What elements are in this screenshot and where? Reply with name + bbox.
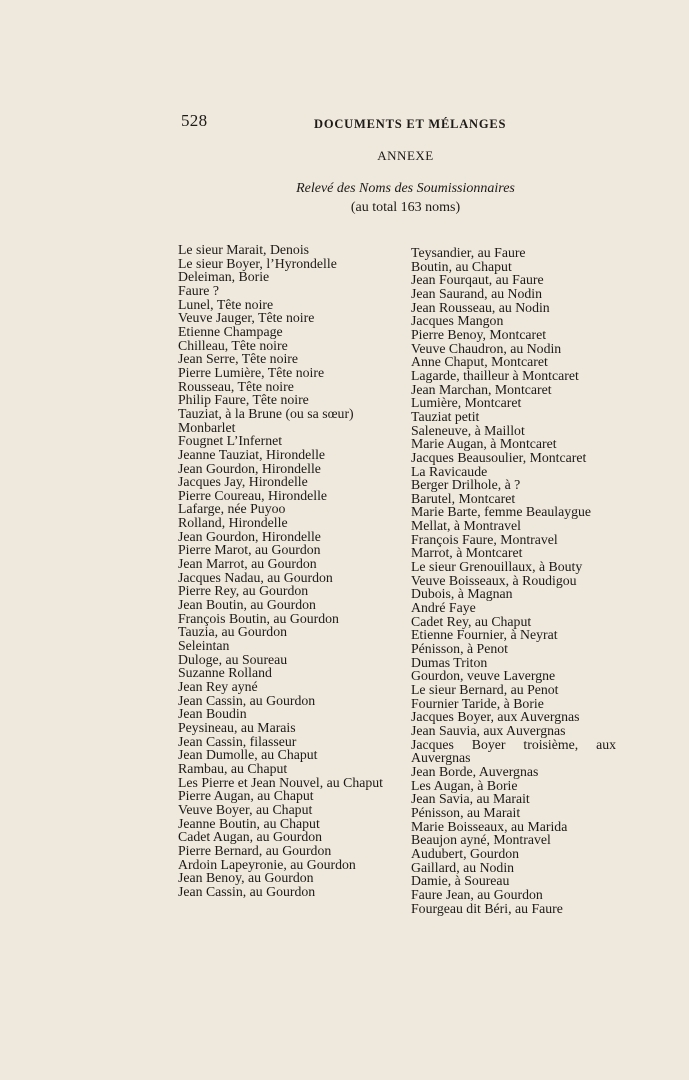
name-entry: Le sieur Bernard, au Penot [411,682,559,697]
name-entry: Pierre Augan, au Chaput [178,788,314,804]
name-entry: Pierre Lumière, Tête noire [178,364,325,380]
name-entry: Damie, à Soureau [411,873,510,889]
name-entry: Jean Borde, Auvergnas [411,763,539,779]
name-entry: François Boutin, au Gourdon [178,610,339,626]
name-entry: Cadet Augan, au Gourdon [178,829,323,845]
name-entry: Anne Chaput, Montcaret [411,354,548,370]
name-entry: Jean Marchan, Montcaret [411,381,552,397]
name-entry: Jean Cassin, au Gourdon [178,883,316,899]
name-entry: Berger Drilhole, à ? [411,477,521,493]
name-entry: Tauziat, à la Brune (ou sa sœur) [178,405,354,421]
name-entry: Lumière, Montcaret [411,395,522,411]
name-entry: Rousseau, Tête noire [178,378,294,394]
name-entry: Marie Augan, à Montcaret [411,436,557,452]
name-entry: Le sieur Marait, Denois [178,242,310,257]
name-entry: Faure Jean, au Gourdon [411,886,543,902]
name-entry: Peysineau, au Marais [178,719,296,735]
name-entry: Audubert, Gourdon [411,845,520,861]
name-entry: Pierre Rey, au Gourdon [178,583,309,599]
name-entry: Rolland, Hirondelle [178,515,288,531]
name-entry: Jacques Boyer troisième, aux Auvergnas [411,736,616,766]
name-entry: Boutin, au Chaput [411,258,512,274]
name-entry: Teysandier, au Faure [411,245,526,260]
name-entry: Etienne Champage [178,323,283,339]
name-entry: André Faye [411,600,476,616]
name-entry: Fougnet L’Infernet [178,433,283,449]
name-entry: Cadet Rey, au Chaput [411,613,532,629]
name-entry: Jean Rousseau, au Nodin [411,299,550,315]
name-entry: Jean Boudin [178,706,247,722]
name-entry: Jacques Mangon [411,313,504,329]
name-entry: Pierre Bernard, au Gourdon [178,842,332,858]
name-entry: Jacques Jay, Hirondelle [178,474,308,490]
name-entry: Dubois, à Magnan [411,586,513,602]
name-entry: Jean Gourdon, Hirondelle [178,460,321,476]
name-entry: Gourdon, veuve Lavergne [411,668,556,684]
name-entry: Veuve Jauger, Tête noire [178,310,315,326]
name-entry: Jeanne Boutin, au Chaput [178,815,320,831]
name-entry: François Faure, Montravel [411,531,558,547]
name-entry: Philip Faure, Tête noire [178,392,309,408]
name-entry: Marrot, à Montcaret [411,545,523,561]
name-entry: Jean Rey ayné [178,679,258,694]
name-entry: Jean Dumolle, au Chaput [178,747,318,763]
name-entry: Jean Gourdon, Hirondelle [178,528,321,544]
name-entry: Veuve Boisseaux, à Roudigou [411,572,577,588]
name-entry: Lagarde, thailleur à Montcaret [411,367,579,383]
name-entry: Jean Saurand, au Nodin [411,285,543,301]
name-entry: Le sieur Boyer, l’Hyrondelle [178,255,337,271]
name-entry: Jean Cassin, filasseur [178,733,297,749]
total-count: (au total 163 noms) [350,200,461,215]
name-entry: Pierre Coureau, Hirondelle [178,487,328,503]
name-entry: Fournier Taride, à Borie [411,695,544,711]
name-entry: Saleneuve, à Maillot [411,422,525,438]
name-entry: Jean Sauvia, aux Auvergnas [411,722,566,738]
name-entry: Faure ? [178,282,219,298]
name-entry: Jeanne Tauziat, Hirondelle [178,446,326,462]
name-entry: Tauzia, au Gourdon [178,624,287,640]
name-entry: Rambau, au Chaput [178,760,288,776]
name-entry: Pénisson, au Marait [411,804,521,820]
name-entry: Tauziat petit [411,408,480,424]
name-entry: Monbarlet [178,419,236,435]
name-entry: Les Pierre et Jean Nouvel, au Chaput [178,774,383,790]
section-title: ANNEXE [377,148,434,163]
name-entry: Lafarge, née Puyoo [178,501,286,517]
names-list-right [411,246,616,915]
name-entry: Jean Cassin, au Gourdon [178,692,316,708]
name-entry: Jacques Nadau, au Gourdon [178,569,333,585]
running-title: DOCUMENTS ET MÉLANGES [314,117,507,131]
name-entry: Chilleau, Tête noire [178,337,288,353]
name-entry: Jean Marrot, au Gourdon [178,556,317,572]
name-entry: Le sieur Grenouillaux, à Bouty [411,559,583,575]
name-entry: Deleiman, Borie [178,269,270,285]
name-entry: Gaillard, au Nodin [411,859,515,875]
name-entry: Etienne Fournier, à Neyrat [411,627,558,643]
names-list-left [178,243,393,899]
name-entry: Marie Barte, femme Beaulaygue [411,504,592,520]
name-entry: Jacques Boyer, aux Auvergnas [411,709,580,725]
name-entry: Suzanne Rolland [178,665,272,681]
name-entry: Jean Fourqaut, au Faure [411,272,544,288]
name-entry: Fourgeau dit Béri, au Faure [411,900,563,916]
name-entry: Marie Boisseaux, au Marida [411,818,568,834]
page-number: 528 [181,111,208,130]
name-entry: Pierre Marot, au Gourdon [178,542,321,558]
name-entry: Pénisson, à Penot [411,641,508,657]
name-entry: La Ravicaude [411,463,488,479]
name-entry: Jean Serre, Tête noire [178,351,299,367]
name-entry: Mellat, à Montravel [411,518,521,534]
name-entry: Les Augan, à Borie [411,777,518,793]
name-entry: Jean Boutin, au Gourdon [178,597,316,613]
name-entry: Jean Benoy, au Gourdon [178,870,314,886]
name-entry: Jean Savia, au Marait [411,791,530,807]
name-entry: Barutel, Montcaret [411,490,516,506]
name-entry: Beaujon ayné, Montravel [411,832,551,848]
name-entry: Jacques Beausoulier, Montcaret [411,449,587,465]
section-subtitle: Relevé des Noms des Soumissionnaires [296,181,515,196]
name-entry: Veuve Chaudron, au Nodin [411,340,562,356]
name-entry: Ardoin Lapeyronie, au Gourdon [178,856,356,872]
name-entry: Lunel, Tête noire [178,296,274,312]
name-entry: Pierre Benoy, Montcaret [411,326,547,342]
name-entry: Duloge, au Soureau [178,651,288,667]
name-entry: Dumas Triton [411,654,488,670]
name-entry: Veuve Boyer, au Chaput [178,801,313,817]
name-entry: Seleintan [178,638,230,654]
